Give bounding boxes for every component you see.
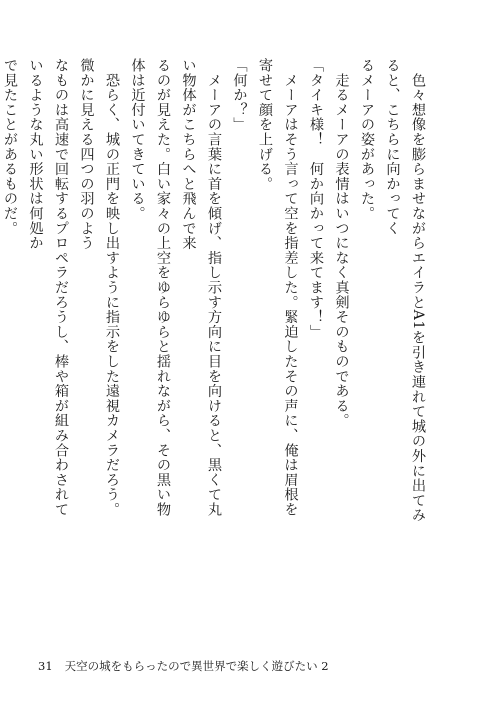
text-line: 「タイキ様！ 何か向かって来てます！」	[308, 58, 324, 340]
text-line: なものは高速で回転するプロペラだろうし、棒や箱が組み合わされているような丸い形状は何処か	[27, 58, 69, 517]
page-number: 31	[38, 659, 53, 673]
text-line: メーアの言葉に首を傾げ、指し示す方向に目を向けると、黒くて丸い物体がこちらへと飛んで来	[180, 58, 222, 517]
text-line: 「何か？」	[231, 58, 248, 132]
text-line: 走るメーアの表情はいつになく真剣そのものである。	[333, 58, 350, 428]
page-footer	[38, 658, 329, 674]
body-text	[2, 58, 430, 528]
text-line: るのが見えた。白い家々の上空をゆらゆらと揺れながら、その黒い物体は近付いてきている。	[129, 58, 171, 517]
text-line: 色々想像を膨らませながらエイラとA1を引き連れて城の外に出てみると、こちらに向かってく	[384, 58, 426, 523]
text-line: 恐らく、城の正門を映し出すように指示をした遠視カメラだろう。微かに見える四つの羽のよう	[78, 58, 120, 517]
text-line: で見たことがあるものだ。	[2, 58, 18, 236]
book-title: 天空の城をもらったので異世界で楽しく遊びたい 2	[64, 659, 329, 673]
text-line: メーアはそう言って空を指差した。緊迫したその声に、俺は眉根を寄せて顔を上げる。	[257, 58, 299, 517]
text-line: るメーアの姿があった。	[359, 58, 375, 221]
